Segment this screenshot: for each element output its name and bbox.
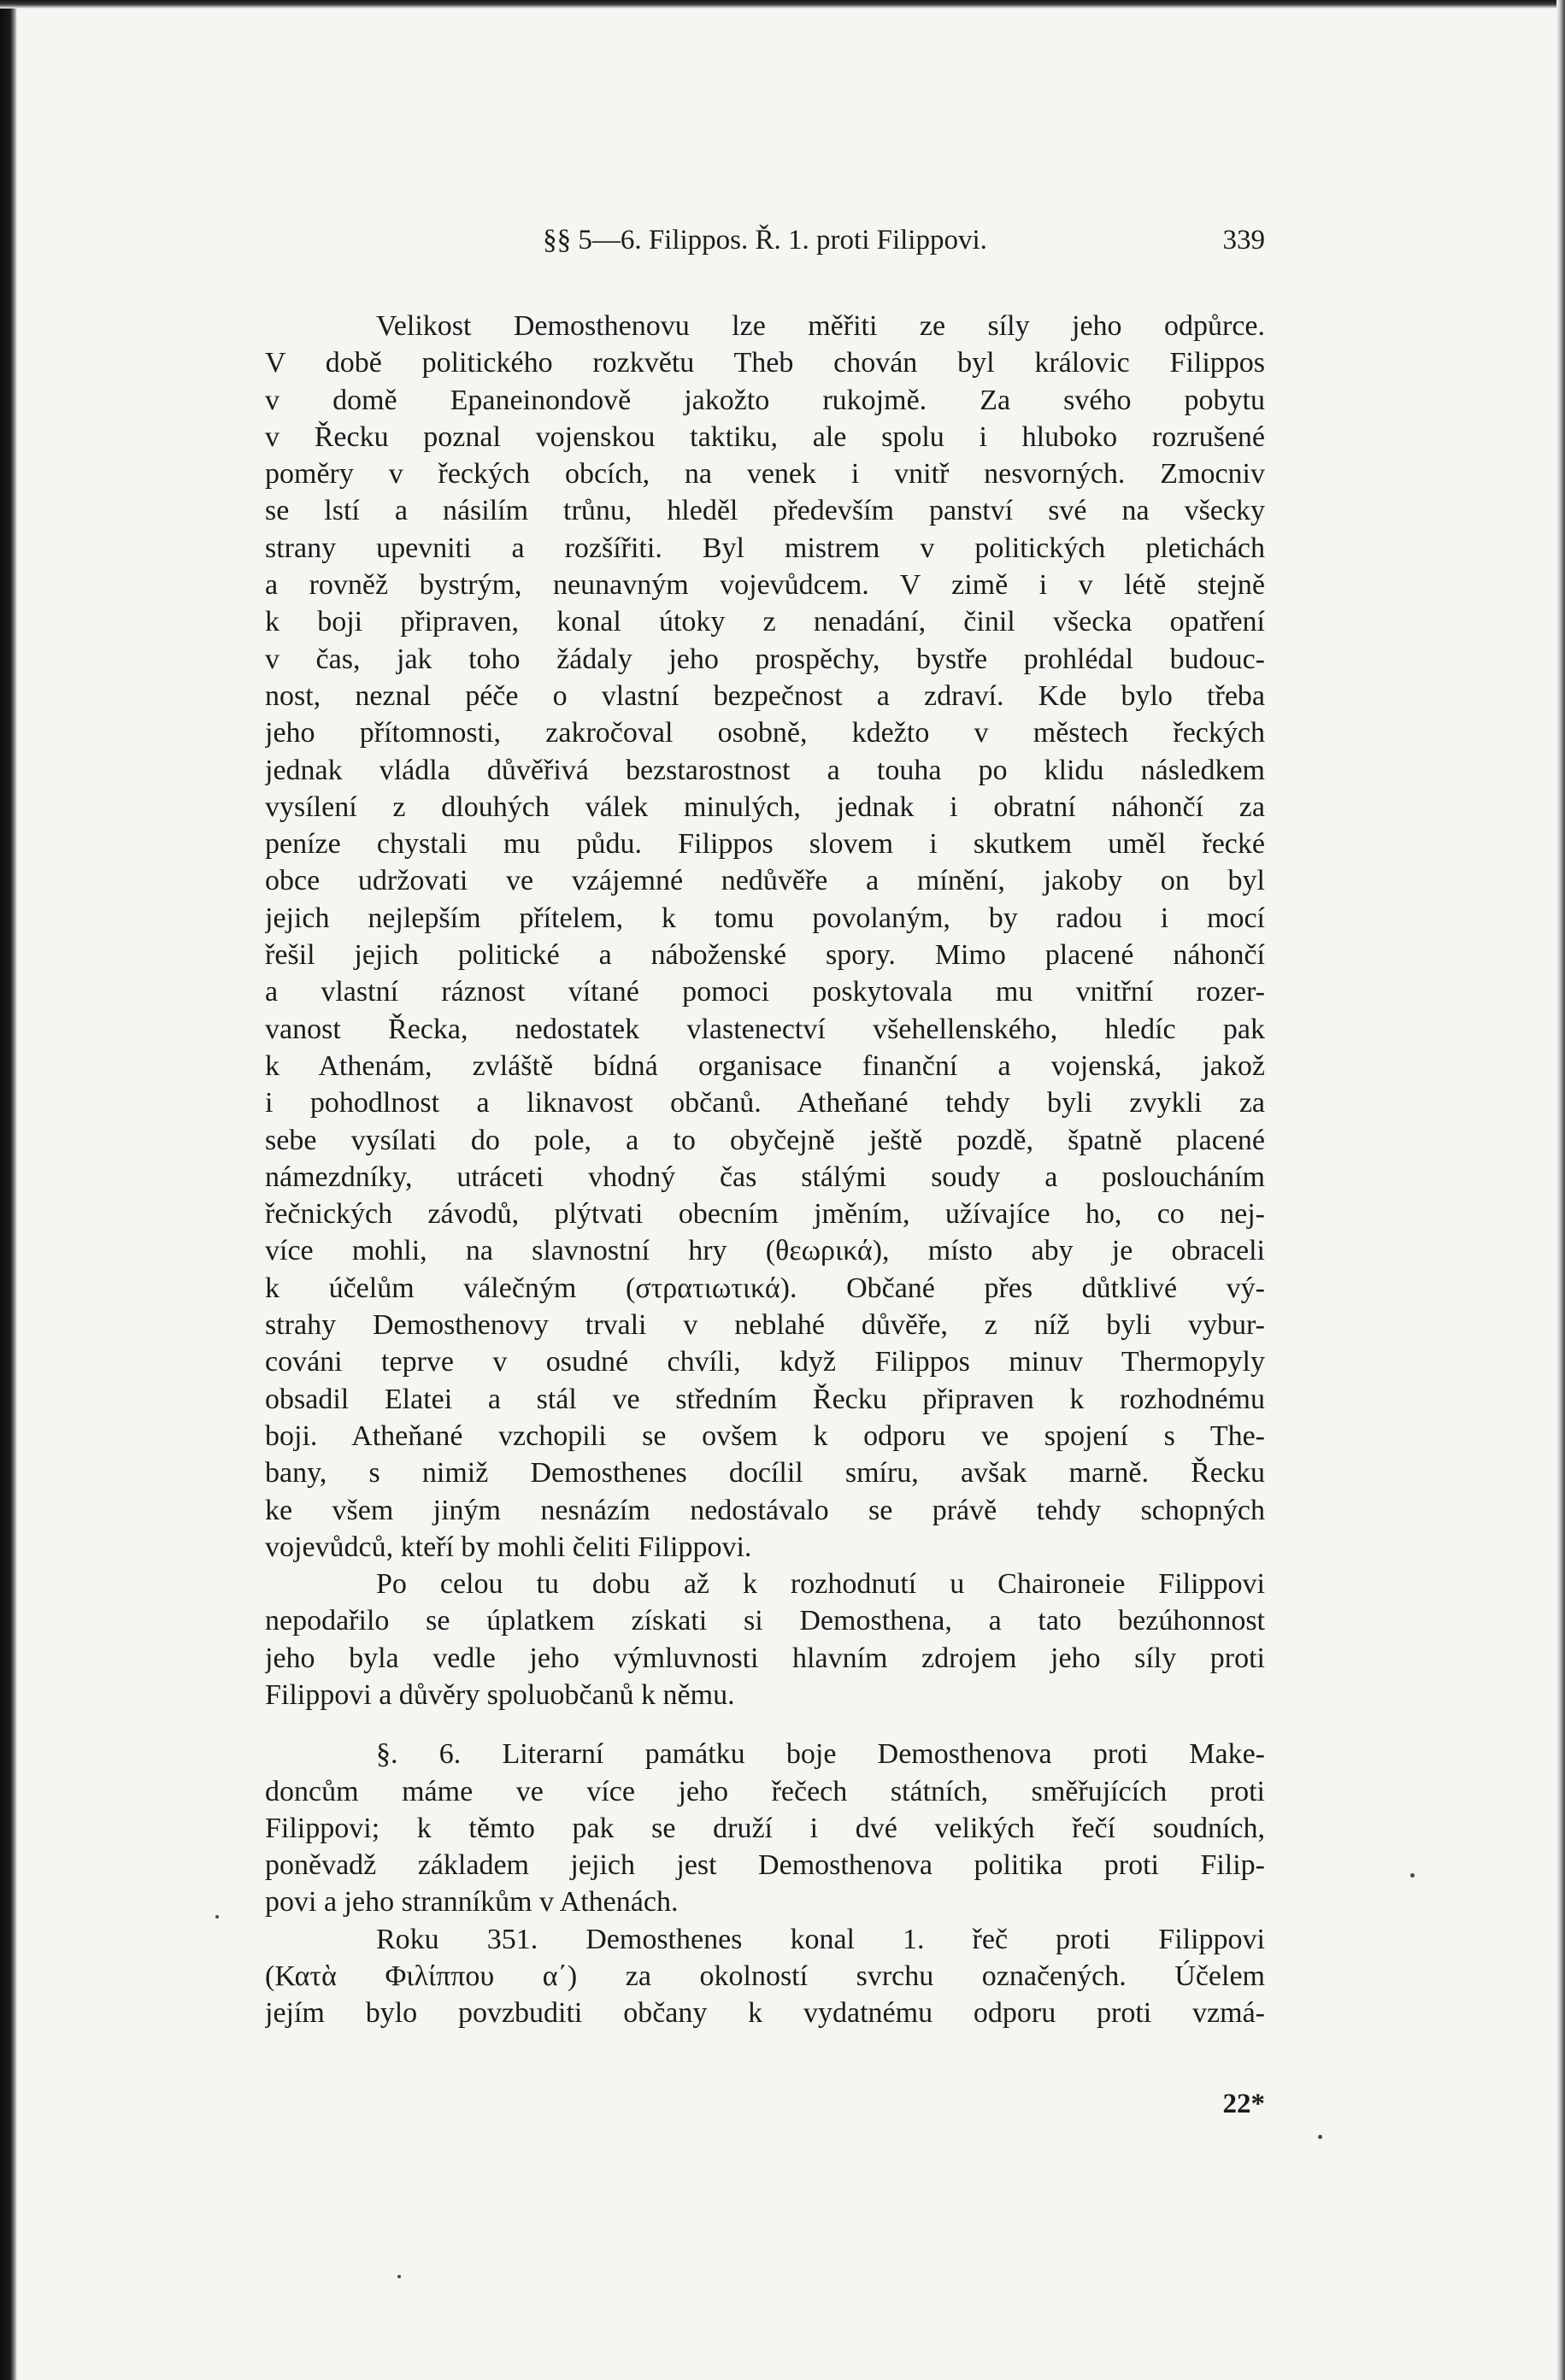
text-line: řešil jejich politické a náboženské spory. Mimo placené náhončí bbox=[265, 939, 1265, 972]
text-line: §. 6. Literarní památku boje Demosthenova proti Make- bbox=[376, 1738, 1265, 1771]
header-title: §§ 5—6. Filippos. Ř. 1. proti Filippovi. bbox=[543, 225, 987, 256]
text-line: Filippovi; k těmto pak se druží i dvé velikých řečí soudních, bbox=[265, 1812, 1265, 1844]
text-line: více mohli, na slavnostní hry (θεωρικά), místo aby je obraceli bbox=[265, 1235, 1265, 1267]
text-line: strany upevniti a rozšířiti. Byl mistrem v politických pletichách bbox=[265, 532, 1265, 564]
scan-edge-top bbox=[0, 0, 1565, 9]
text-line: nepodařilo se úplatkem získati si Demosthena, a tato bezúhonnost bbox=[265, 1605, 1265, 1637]
text-line: obsadil Elatei a stál ve středním Řecku připraven k rozhodnému bbox=[265, 1383, 1265, 1415]
text-line: a vlastní ráznost vítané pomoci poskytovala mu vnitřní rozer- bbox=[265, 976, 1265, 1008]
signature-mark: 22* bbox=[1222, 2089, 1265, 2119]
text-line: jejich nejlepším přítelem, k tomu povolaným, by radou i mocí bbox=[265, 902, 1265, 934]
text-line: vysílení z dlouhých válek minulých, jednak i obratní náhončí za bbox=[265, 790, 1265, 823]
text-line: k boji připraven, konal útoky z nenadání, činil všecka opatření bbox=[265, 606, 1265, 638]
text-line: jejím bylo povzbuditi občany k vydatnému odporu proti vzmá- bbox=[265, 1997, 1265, 2030]
text-line: jeho přítomnosti, zakročoval osobně, kdežto v městech řeckých bbox=[265, 717, 1265, 749]
text-line: obce udržovati ve vzájemné nedůvěře a mínění, jakoby on byl bbox=[265, 865, 1265, 897]
scan-speck bbox=[215, 1915, 219, 1919]
text-line: i pohodlnost a liknavost občanů. Atheňané tehdy byli zvykli za bbox=[265, 1087, 1265, 1119]
text-line: řečnických závodů, plýtvati obecním jměním, užívajíce ho, co nej- bbox=[265, 1198, 1265, 1231]
text-line: strahy Demosthenovy trvali v neblahé důvěře, z níž byli vybur- bbox=[265, 1309, 1265, 1342]
text-line: Po celou tu dobu až k rozhodnutí u Chaironeie Filippovi bbox=[376, 1568, 1265, 1601]
text-line: v Řecku poznal vojenskou taktiku, ale spolu i hluboko rozrušené bbox=[265, 420, 1265, 453]
text-line: doncům máme ve více jeho řečech státních, směřujících proti bbox=[265, 1775, 1265, 1807]
text-line: námezdníky, utráceti vhodný čas stálými soudy a posloucháním bbox=[265, 1161, 1265, 1193]
page-number: 339 bbox=[1222, 225, 1265, 256]
scan-speck bbox=[1318, 2135, 1322, 2139]
text-line: vanost Řecka, nedostatek vlastenectví všehellenského, hledíc pak bbox=[265, 1013, 1265, 1045]
text-line: poměry v řeckých obcích, na venek i vnitř nesvorných. Zmocniv bbox=[265, 458, 1265, 491]
text-line: Filippovi a důvěry spoluobčanů k němu. bbox=[265, 1678, 735, 1711]
text-line: jednak vládla důvěřivá bezstarostnost a touha po klidu následkem bbox=[265, 754, 1265, 786]
text-line: bany, s nimiž Demosthenes docílil smíru, avšak marně. Řecku bbox=[265, 1457, 1265, 1490]
text-line: peníze chystali mu půdu. Filippos slovem i skutkem uměl řecké bbox=[265, 828, 1265, 861]
text-line: k Athenám, zvláště bídná organisace finanční a vojenská, jakož bbox=[265, 1049, 1265, 1082]
text-line: Velikost Demosthenovu lze měřiti ze síly jeho odpůrce. bbox=[376, 310, 1265, 342]
text-line: v domě Epaneinondově jakožto rukojmě. Za svého pobytu bbox=[265, 384, 1265, 416]
text-line: nost, neznal péče o vlastní bezpečnost a zdraví. Kde bylo třeba bbox=[265, 679, 1265, 712]
text-line: v čas, jak toho žádaly jeho prospěchy, bystře prohlédal budouc- bbox=[265, 643, 1265, 675]
text-line: V době politického rozkvětu Theb chován byl královic Filippos bbox=[265, 347, 1265, 379]
text-line: povi a jeho stranníkům v Athenách. bbox=[265, 1886, 679, 1919]
text-line: cováni teprve v osudné chvíli, když Filippos minuv Thermopyly bbox=[265, 1346, 1265, 1378]
text-line: sebe vysílati do pole, a to obyčejně ještě pozdě, špatně placené bbox=[265, 1124, 1265, 1156]
scan-speck bbox=[397, 2275, 401, 2278]
text-line: boji. Atheňané vzchopili se ovšem k odporu ve spojení s The- bbox=[265, 1419, 1265, 1452]
text-line: ke všem jiným nesnázím nedostávalo se právě tehdy schopných bbox=[265, 1494, 1265, 1526]
text-line: poněvadž základem jejich jest Demosthenova politika proti Filip- bbox=[265, 1849, 1265, 1882]
text-line: k účelům válečným (στρατιωτικά). Občané přes důtklivé vý- bbox=[265, 1272, 1265, 1304]
scan-speck bbox=[1410, 1873, 1415, 1878]
text-line: jeho byla vedle jeho výmluvnosti hlavním zdrojem jeho síly proti bbox=[265, 1642, 1265, 1674]
paragraph-gap bbox=[265, 1713, 1265, 1736]
text-line: Roku 351. Demosthenes konal 1. řeč proti Filippovi bbox=[376, 1923, 1265, 1955]
text-line: vojevůdců, kteří by mohli čeliti Filippovi. bbox=[265, 1531, 752, 1563]
text-line: se lstí a násilím trůnu, hleděl především panství své na všecky bbox=[265, 495, 1265, 527]
scan-edge-right bbox=[1556, 0, 1565, 2380]
running-header bbox=[265, 219, 1265, 262]
scan-edge-left bbox=[0, 0, 17, 2380]
body-text bbox=[265, 308, 1265, 2032]
text-line: a rovněž bystrým, neunavným vojevůdcem. V zimě i v létě stejně bbox=[265, 569, 1265, 602]
text-line: (Κατὰ Φιλίππου α΄) za okolností svrchu označených. Účelem bbox=[265, 1960, 1265, 1993]
